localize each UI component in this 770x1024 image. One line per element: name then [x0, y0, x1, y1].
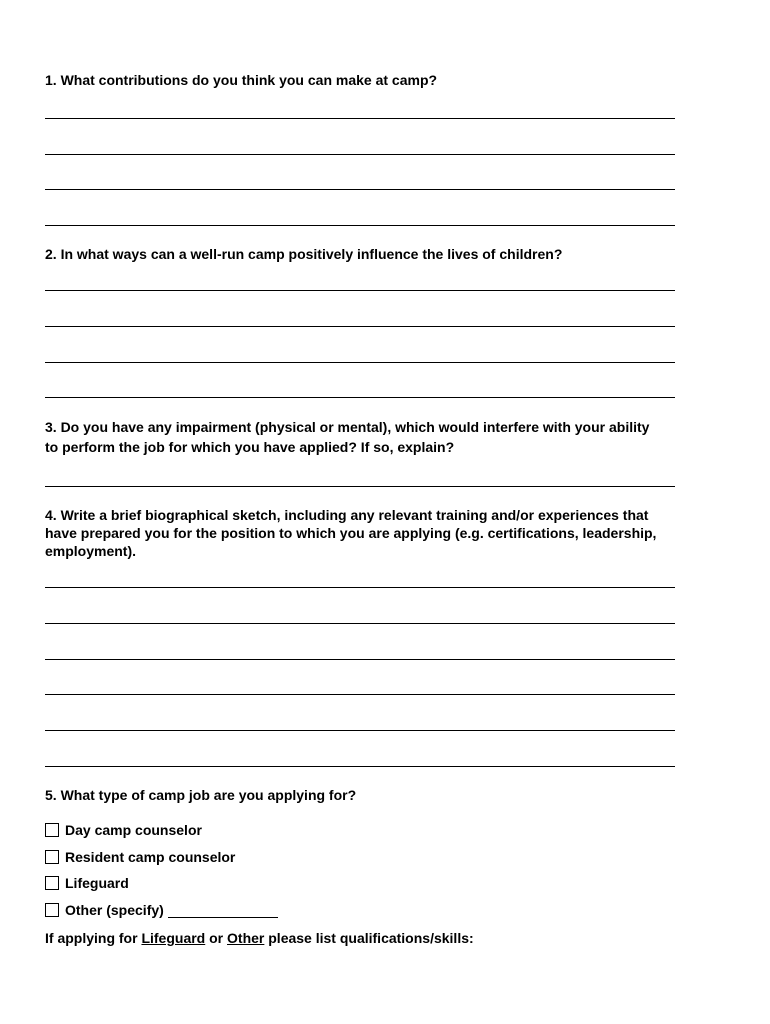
- question-5: 5. What type of camp job are you applying for?: [45, 787, 357, 803]
- prompt-suffix: please list qualifications/skills:: [264, 930, 474, 946]
- question-2: 2. In what ways can a well-run camp positively influence the lives of children?: [45, 246, 563, 262]
- qualifications-prompt: [45, 929, 685, 947]
- question-3: 3. Do you have any impairment (physical or mental), which would interfere with your ability to perform the job for which you have applied? If so, explain?: [45, 419, 650, 455]
- option-label: Lifeguard: [65, 875, 129, 891]
- answer-line[interactable]: [45, 694, 675, 695]
- option-label: Other (specify): [65, 902, 164, 918]
- prompt-or: or: [205, 930, 228, 946]
- answer-line[interactable]: [45, 397, 675, 398]
- option-resident-camp-counselor[interactable]: [45, 848, 235, 866]
- answer-line[interactable]: [45, 623, 675, 624]
- option-day-camp-counselor[interactable]: [45, 821, 202, 839]
- answer-line[interactable]: [45, 225, 675, 226]
- answer-line[interactable]: [45, 486, 675, 487]
- question-4: 4. Write a brief biographical sketch, including any relevant training and/or experiences that have prepared you for the position to which you are applying (e.g. certifications, leadership, employment).: [45, 507, 657, 559]
- answer-line[interactable]: [45, 766, 675, 767]
- answer-line[interactable]: [45, 154, 675, 155]
- checkbox-icon[interactable]: [45, 823, 59, 837]
- checkbox-icon[interactable]: [45, 876, 59, 890]
- prompt-prefix: If applying for: [45, 930, 142, 946]
- answer-line[interactable]: [45, 326, 675, 327]
- prompt-lifeguard: Lifeguard: [141, 930, 206, 946]
- checkbox-icon[interactable]: [45, 903, 59, 917]
- answer-line[interactable]: [45, 290, 675, 291]
- answer-line[interactable]: [45, 587, 675, 588]
- answer-line[interactable]: [45, 730, 675, 731]
- checkbox-icon[interactable]: [45, 850, 59, 864]
- answer-line[interactable]: [45, 189, 675, 190]
- answer-line[interactable]: [45, 659, 675, 660]
- answer-line[interactable]: [45, 118, 675, 119]
- other-specify-field[interactable]: [168, 903, 278, 918]
- question-1: 1. What contributions do you think you can make at camp?: [45, 72, 438, 88]
- option-label: Resident camp counselor: [65, 849, 236, 865]
- option-other[interactable]: [45, 901, 278, 919]
- answer-line[interactable]: [45, 362, 675, 363]
- option-lifeguard[interactable]: [45, 874, 129, 892]
- prompt-other: Other: [227, 930, 265, 946]
- option-label: Day camp counselor: [65, 822, 202, 838]
